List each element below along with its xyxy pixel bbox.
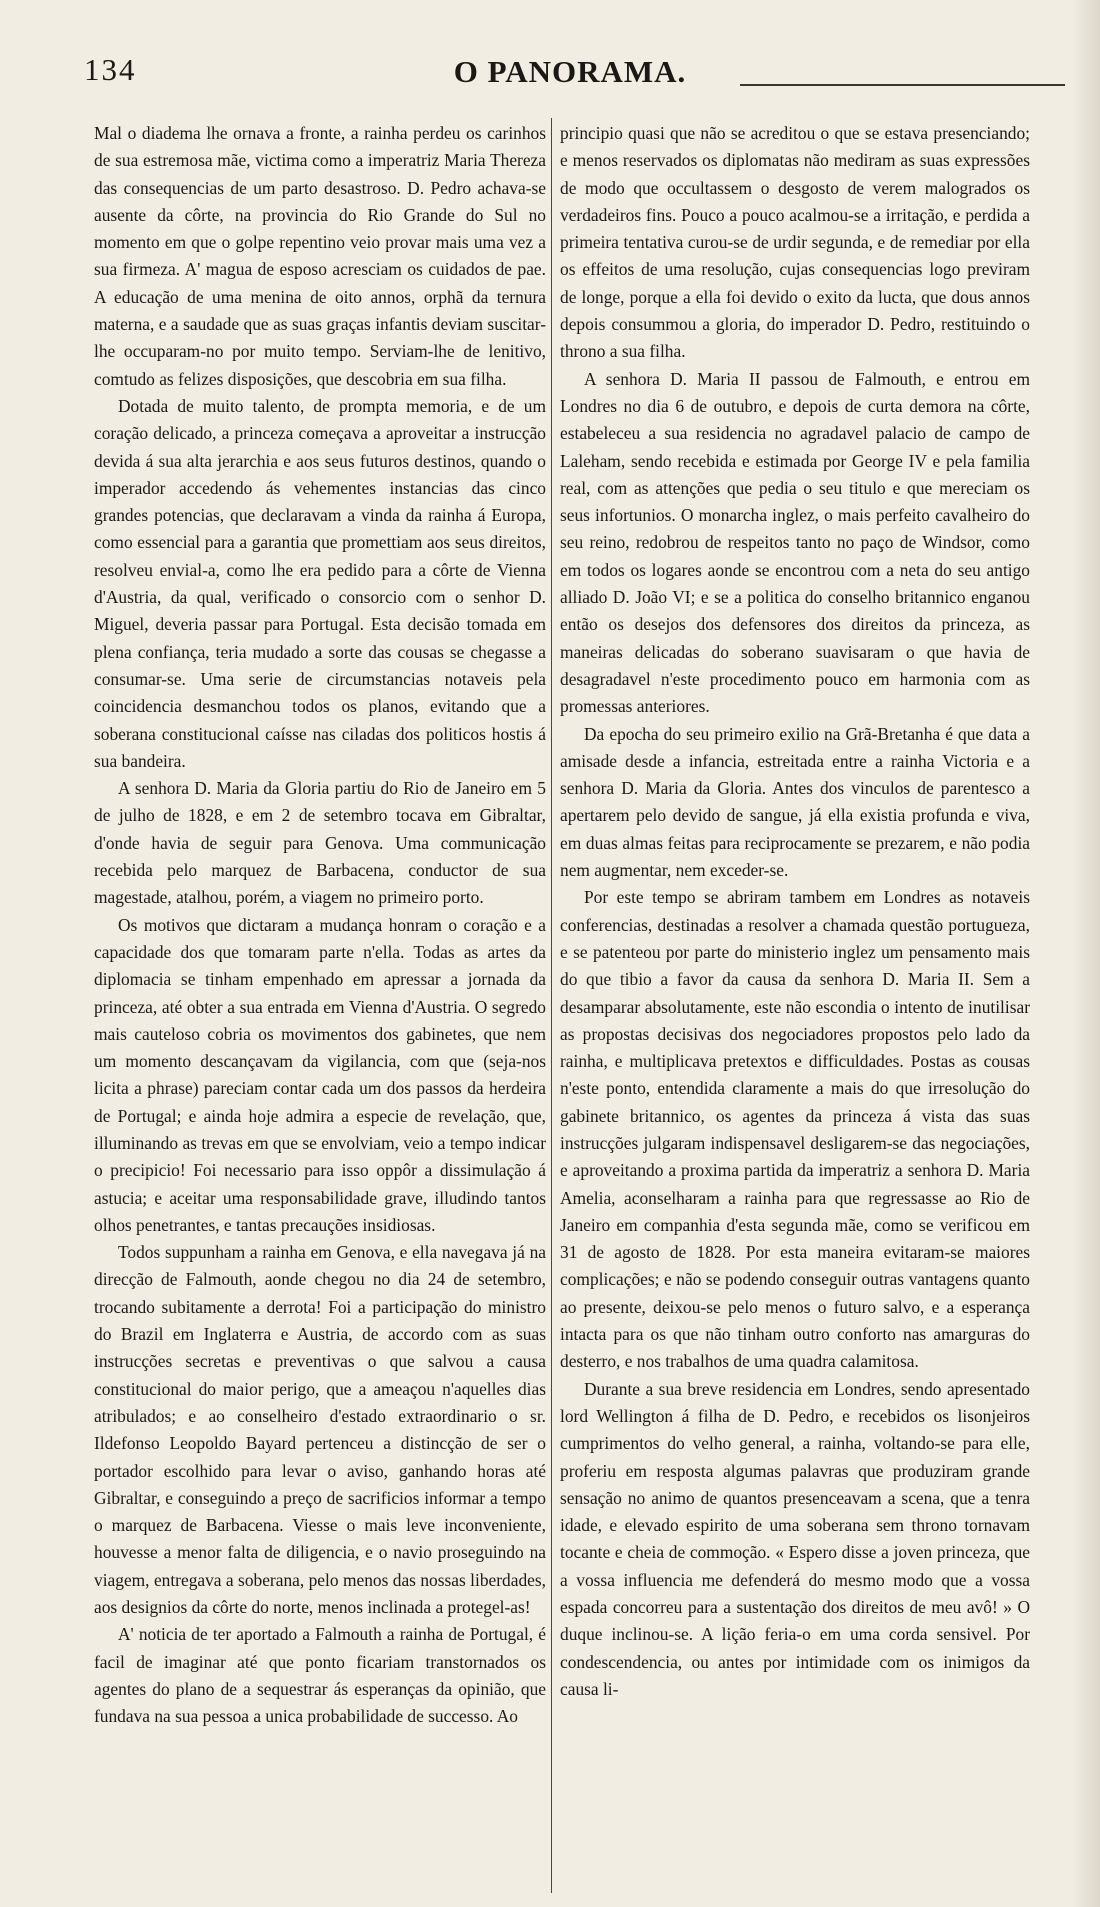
column-divider bbox=[551, 118, 552, 1893]
page-header bbox=[84, 52, 1056, 98]
paragraph: A senhora D. Maria da Gloria partiu do Rio de Janeiro em 5 de julho de 1828, e em 2 de setembro tocava em Gibraltar, d'onde havia de seguir para Genova. Uma communicação recebida pelo marquez de Barbacena, conductor de sua magestade, atalhou, porém, a viagem no primeiro porto. bbox=[94, 778, 546, 908]
paragraph: Da epocha do seu primeiro exilio na Grã-Bretanha é que data a amisade desde a infancia, estreitada entre a rainha Victoria e a senhora D. Maria da Gloria. Antes dos vinculos de parentesco a apertarem pelo devido de sangue, já ella existia profunda e viva, em duas almas feitas para reciprocamente se prezarem, e não podia nem augmentar, nem exceder-se. bbox=[560, 723, 1030, 881]
page-number: 134 bbox=[84, 52, 137, 87]
paragraph: Dotada de muito talento, de prompta memoria, e de um coração delicado, a princeza começava a aproveitar a instrucção devida á sua alta jerarchia e aos seus futuros destinos, quando o imperador accedendo ás vehementes instancias das cinco grandes potencias, que declaravam a vinda da rainha á Europa, como essencial para a garantia que promettiam aos seus direitos, resolveu envial-a, como lhe era pedido para a côrte de Vienna d'Austria, da qual, verificado o consorcio com o senhor D. Miguel, deveria passar para Portugal. Esta decisão tomada em plena confiança, teria mudado a sorte das cousas se chegasse a consumar-se. Uma serie de circumstancias notaveis pela coincidencia desmanchou todos os planos, evitando que a soberana constitucional caísse nas ciladas dos politicos hostis á sua bandeira. bbox=[94, 395, 546, 771]
paragraph: Mal o diadema lhe ornava a fronte, a rainha perdeu os carinhos de sua estremosa mãe, victima como a imperatriz Maria Thereza das consequencias de um parto desastroso. D. Pedro achava-se ausente da côrte, na provincia do Rio Grande do Sul no momento em que o golpe repentino veio provar mais uma vez a sua firmeza. A' magua de esposo acresciam os cuidados de pae. A educação de uma menina de oito annos, orphã da ternura materna, e a saudade que as suas graças infantis deviam suscitar-lhe occuparam-no por muito tempo. Serviam-lhe de lenitivo, comtudo as felizes disposições, que descobria em sua filha. bbox=[94, 123, 546, 389]
left-column bbox=[94, 120, 546, 1890]
paragraph: A senhora D. Maria II passou de Falmouth, e entrou em Londres no dia 6 de outubro, e depois de curta demora na côrte, estabeleceu a sua residencia no agradavel palacio de campo de Laleham, sendo recebida e estimada por George IV e pela familia real, com as attenções que pedia o seu titulo e que mereciam os seus infortunios. O monarcha inglez, o mais perfeito cavalheiro do seu reino, redobrou de respeitos tanto no paço de Windsor, como em todos os logares aonde se encontrou com a neta do seu antigo alliado D. João VI; e se a politica do conselho britannico enganou então os desejos dos defensores dos direitos da princeza, as maneiras delicadas do soberano suavisaram o que havia de desagradavel n'este procedimento pouco em harmonia com as promessas anteriores. bbox=[560, 368, 1030, 717]
paragraph: Durante a sua breve residencia em Londres, sendo apresentado lord Wellington á filha de D. Pedro, e recebidos os lisonjeiros cumprimentos do velho general, a rainha, voltando-se para elle, proferiu em resposta algumas palavras que produziram grande sensação no animo de quantos presenceavam a scena, que a tenra idade, e elevado espirito de uma soberana sem throno tornavam tocante e cheia de commoção. « Espero disse a joven princeza, que a vossa influencia me defenderá do mesmo modo que a vossa espada concorreu para a sustentação dos direitos de meu avô! » O duque inclinou-se. A lição feria-o em uma corda sensivel. Por condescendencia, ou antes por intimidade com os inimigos da causa li- bbox=[560, 1378, 1030, 1699]
paragraph: Por este tempo se abriram tambem em Londres as notaveis conferencias, destinadas a resolver a chamada questão portugueza, e se patenteou por parte do ministerio inglez um pensamento mais do que tibio a favor da causa da senhora D. Maria II. Sem a desamparar absolutamente, este não escondia o intento de inutilisar as propostas decisivas dos negociadores propostos pelo lado da rainha, e multiplicava pretextos e difficuldades. Postas as cousas n'este ponto, entendida claramente a mais do que irresolução do gabinete britannico, os agentes da princeza á vista das suas instrucções julgaram indispensavel desligarem-se das negociações, e aproveitando a proxima partida da imperatriz a senhora D. Maria Amelia, aconselharam a rainha para que regressasse ao Rio de Janeiro em companhia d'esta segunda mãe, como se verificou em 31 de agosto de 1828. Por esta maneira evitaram-se maiores complicações; e não se podendo conseguir outras vantagens quanto ao presente, deixou-se pelo menos o futuro salvo, e a esperança intacta para os que não tinham outro conforto nas amarguras do desterro, e nos trabalhos de uma quadra calamitosa. bbox=[560, 887, 1030, 1372]
paragraph: Todos suppunham a rainha em Genova, e ella navegava já na direcção de Falmouth, aonde chegou no dia 24 de setembro, trocando subitamente a derrota! Foi a participação do ministro do Brazil em Inglaterra e Austria, de accordo com as suas instrucções secretas e preventivas o que salvou a causa constitucional do maior perigo, que a ameaçou n'aquelles dias atribulados; e ao conselheiro d'estado extraordinario o sr. Ildefonso Leopoldo Bayard pertenceu a distincção de ser o portador escolhido para levar o aviso, ganhando horas até Gibraltar, e conseguindo a preço de sacrificios informar a tempo o marquez de Barbacena. Viesse o mais leve inconveniente, houvesse a menor falta de diligencia, e o navio proseguindo na viagem, entregava a soberana, pelo menos das nossas liberdades, aos designios da côrte do norte, menos inclinada a protegel-as! bbox=[94, 1242, 546, 1618]
paragraph: principio quasi que não se acreditou o que se estava presenciando; e menos reservados os diplomatas não mediram as suas expressões de modo que occultassem o desgosto de verem malogrados os verdadeiros fins. Pouco a pouco acalmou-se a irritação, e perdida a primeira tentativa curou-se de urdir segunda, e de remediar por ella os effeitos de uma resolução, cujas consequencias logo previram de longe, porque a ella foi devido o exito da lucta, que dous annos depois consummou a gloria, do imperador D. Pedro, restituindo o throno a sua filha. bbox=[560, 123, 1030, 362]
header-rule bbox=[740, 84, 1065, 86]
page-title: O PANORAMA. bbox=[453, 54, 687, 89]
right-column bbox=[560, 120, 1030, 1890]
page-edge-shadow bbox=[1072, 0, 1100, 1907]
paragraph: A' noticia de ter aportado a Falmouth a rainha de Portugal, é facil de imaginar até que ponto ficariam transtornados os agentes do plano de a sequestrar ás esperanças da opinião, que fundava na sua pessoa a unica probabilidade de successo. Ao bbox=[94, 1624, 546, 1727]
paragraph: Os motivos que dictaram a mudança honram o coração e a capacidade dos que tomaram parte n'ella. Todas as artes da diplomacia se tinham empenhado em apressar a jornada da princeza, até obter a sua entrada em Vienna d'Austria. O segredo mais cauteloso cobria os movimentos dos gabinetes, que nem um momento descançavam da vigilancia, com que (seja-nos licita a phrase) pareciam contar cada um dos passos da herdeira de Portugal; e ainda hoje admira a especie de revelação, que, illuminando as trevas em que se envolviam, veio a tempo indicar o precipicio! Foi necessario para isso oppôr a dissimulação á astucia; e aceitar uma responsabilidade grave, illudindo tantos olhos penetrantes, e tantas precauções insidiosas. bbox=[94, 914, 546, 1235]
